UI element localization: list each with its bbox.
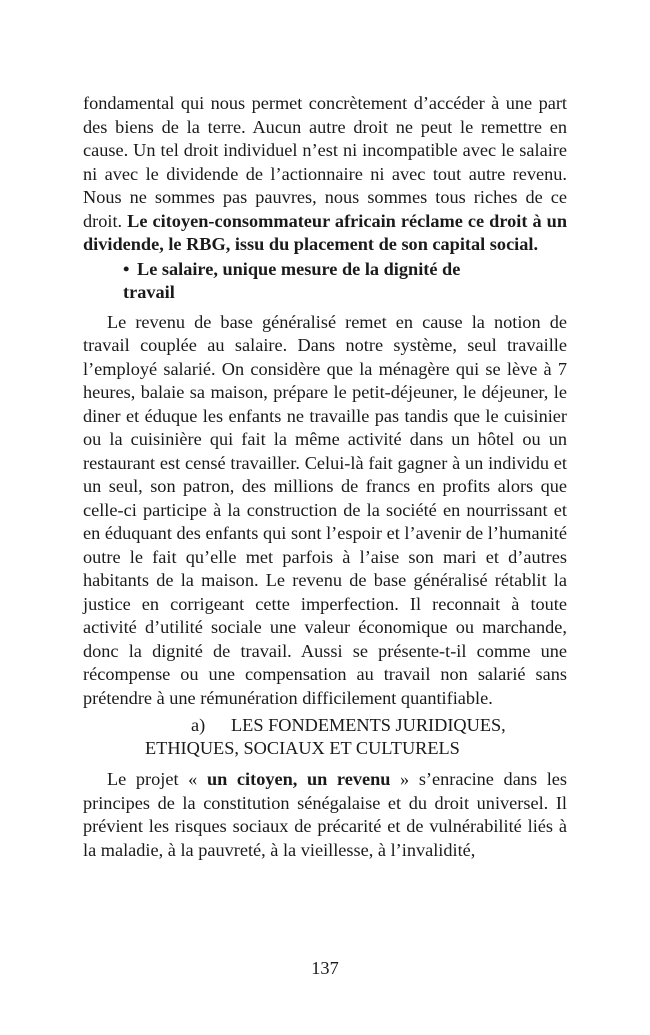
bullet-heading-text: Le salaire, unique mesure de la dignité de travail	[123, 258, 461, 302]
paragraph-continuation	[83, 92, 567, 257]
paragraph-project	[83, 768, 567, 862]
section-heading-text: LES FONDEMENTS JURIDIQUES, ETHIQUES, SOCIAUX ET CULTURELS	[145, 715, 506, 758]
page-number: 137	[311, 958, 339, 978]
bullet-heading	[123, 258, 513, 304]
paragraph-continuation-text: fondamental qui nous permet concrètement d’accéder à une part des biens de la terre. Aucun autre droit ne peut le remettre en cause. Un tel droit individuel n’est ni incompatible avec le salaire ni avec le dividende de l’actionnaire ni avec tout autre revenu. Nous ne sommes pas pauvres, nous sommes tous riches de ce droit.	[83, 93, 567, 231]
paragraph-salary: Le revenu de base généralisé remet en cause la notion de travail couplée au salaire. Dans notre système, seul travaille l’employé salarié. On considère que la ménagère qui se lève à 7 heures, balaie sa maison, prépare le petit-déjeuner, le déjeuner, le diner et éduque les enfants ne travaille pas tandis que le cuisinier ou la cuisinière qui fait la même activité dans un hôtel ou un restaurant est censé travailler. Celui-là fait gagner à un individu et un seul, son patron, des millions de francs en profits alors que celle-ci participe à la construction de la société en nourrissant et en éduquant des enfants qui sont l’espoir et l’avenir de l’humanité outre le fait qu’elle met parfois à l’aise son mari et d’autres habitants de la maison. Le revenu de base généralisé rétablit la justice en corrigeant cette imperfection. Il reconnait à toute activité d’utilité sociale une valeur économique ou marchande, donc la dignité de travail. Aussi se présente-t-il comme une récompense ou une compensation au travail non salarié sans prétendre à une rémunération difficilement quantifiable.	[83, 311, 567, 708]
paragraph-project-bold: un citoyen, un revenu	[206, 769, 391, 789]
paragraph-project-before: Le projet «	[107, 769, 207, 789]
paragraph-project-after: » s’enracine dans les principes de la constitution sénégalaise et du droit universel. Il prévient les risques sociaux de précarité et de vulnérabilité liés à la maladie, à la pauvreté, à la vieillesse, à l’invalidité,	[83, 769, 567, 860]
section-heading-marker: a)	[191, 715, 206, 735]
bullet-icon: •	[123, 258, 130, 279]
paragraph-continuation-bold: Le citoyen-consommateur africain réclame ce droit à un dividende, le RBG, issu du placement de son capital social.	[83, 210, 567, 254]
section-heading	[145, 714, 525, 760]
page-body	[83, 92, 567, 862]
